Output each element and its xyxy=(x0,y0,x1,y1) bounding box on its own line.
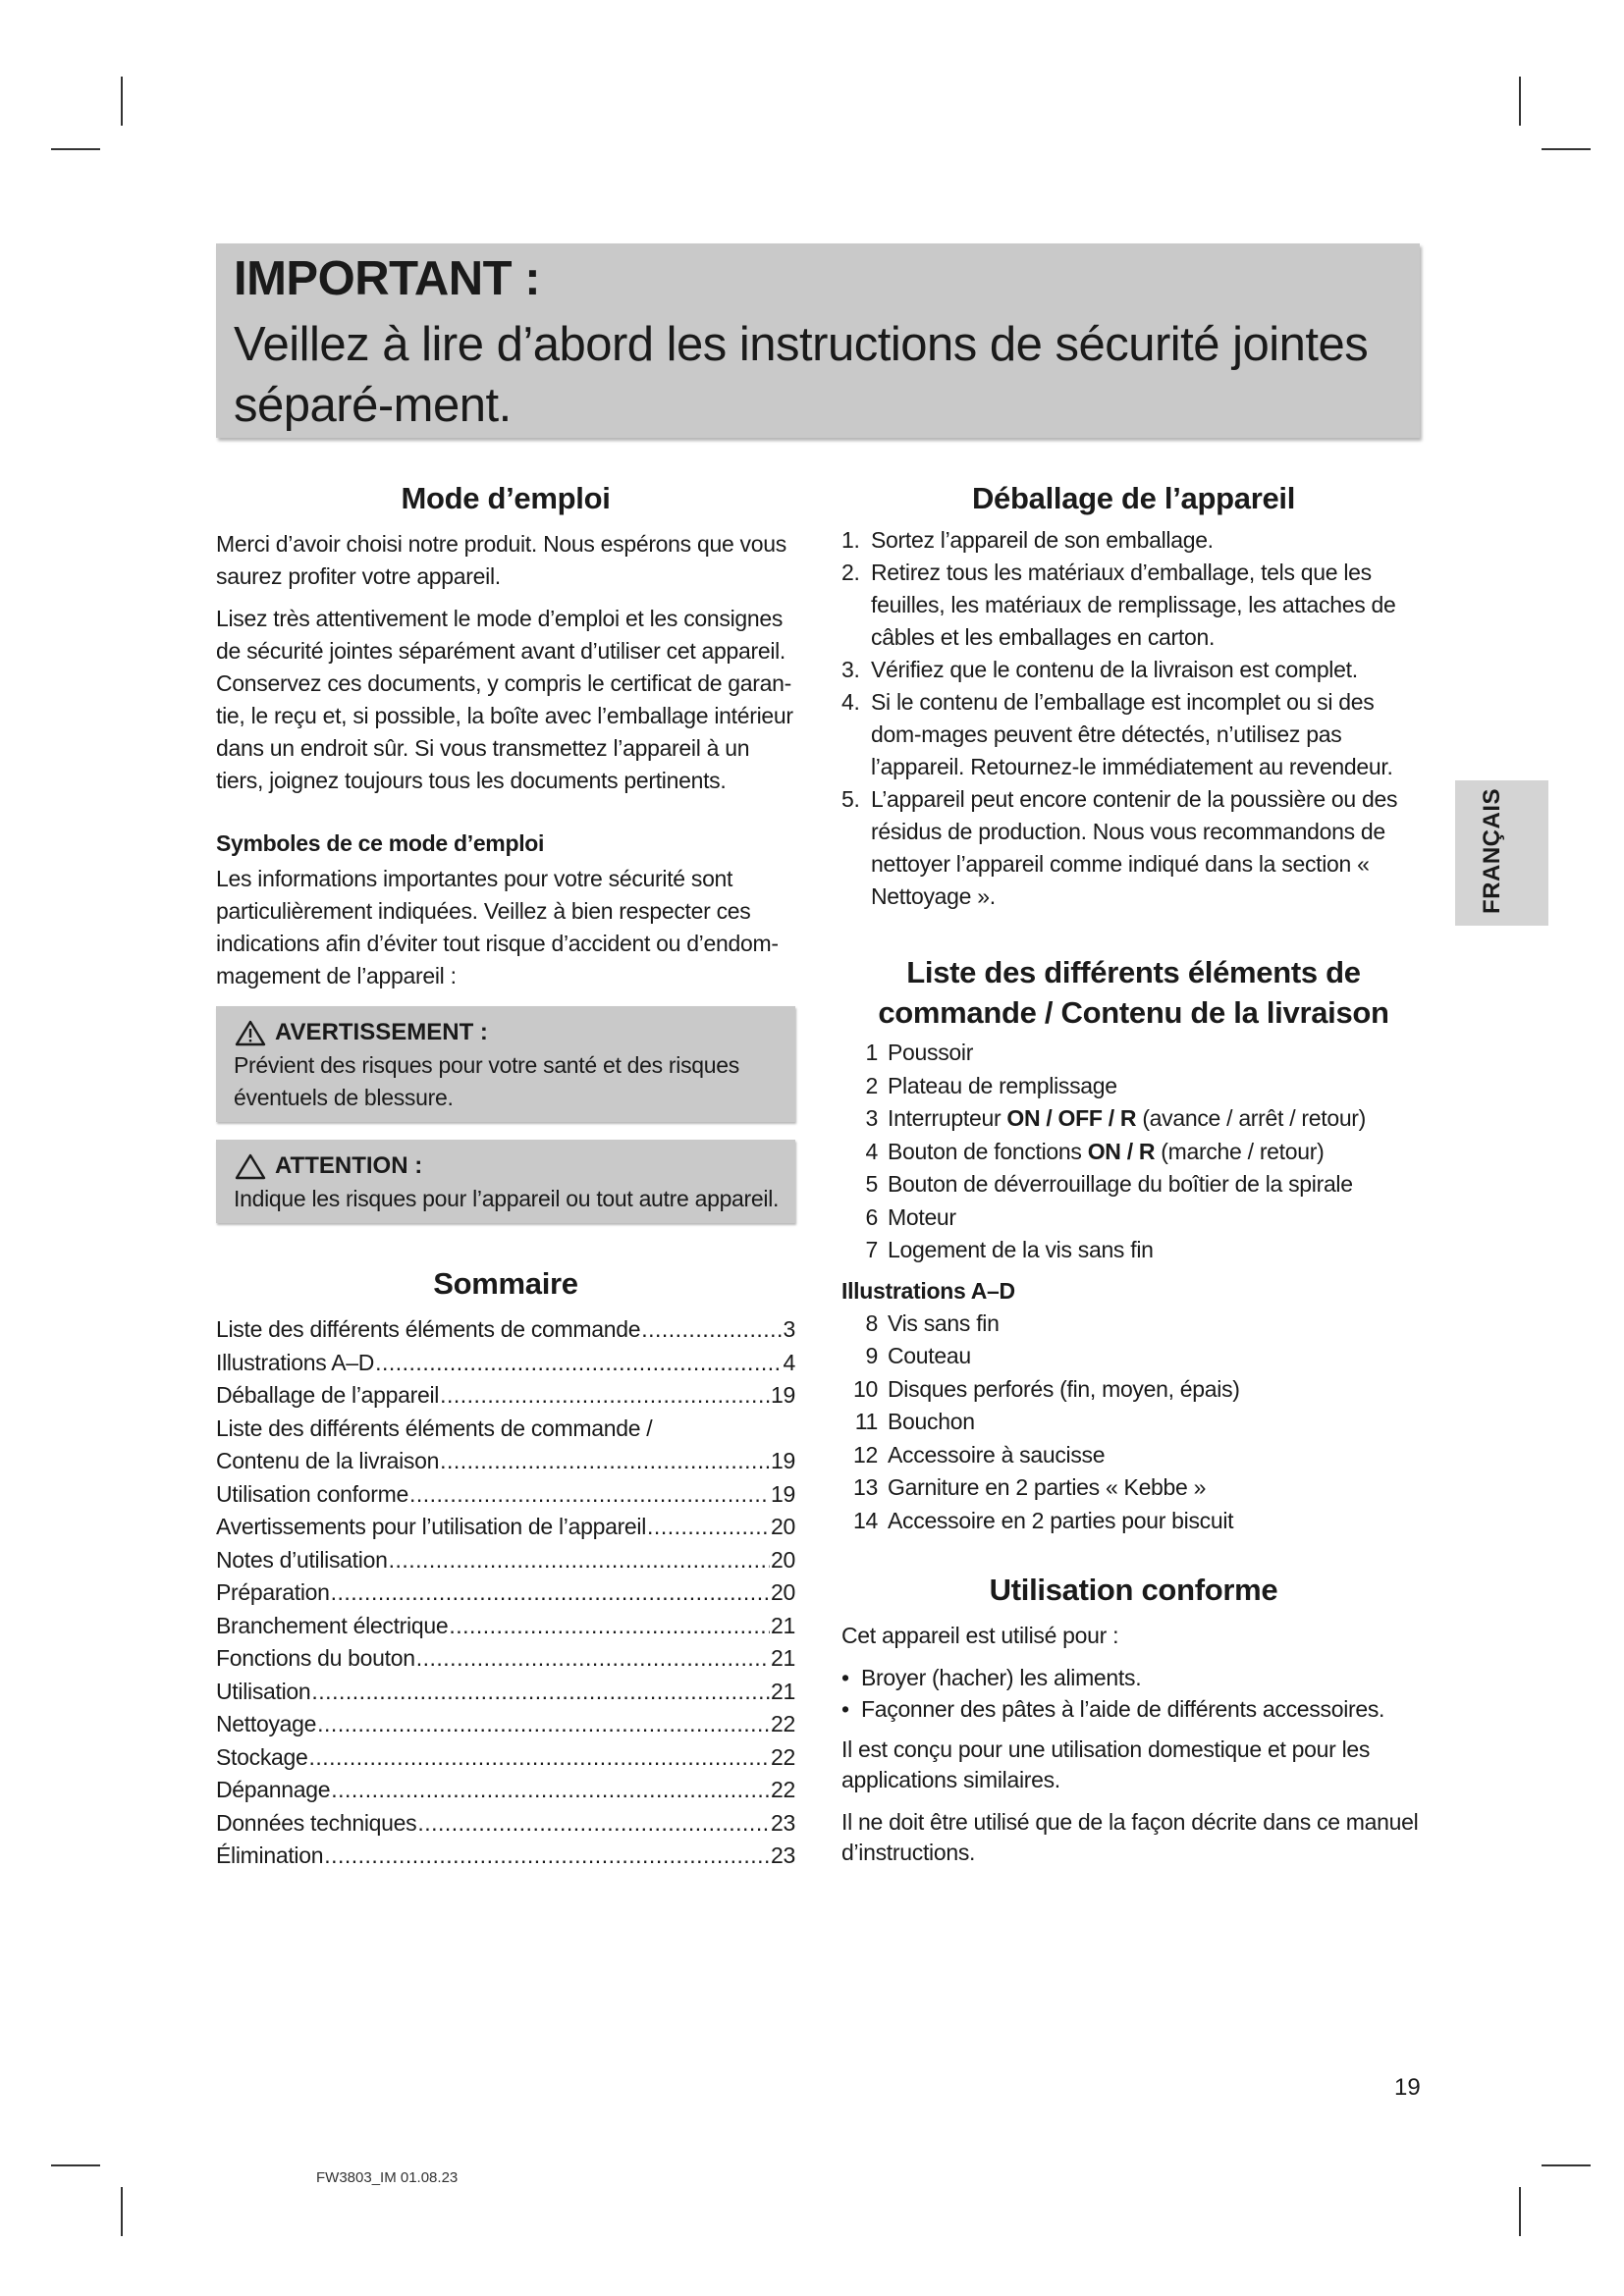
item-number: 11 xyxy=(854,1409,878,1434)
illustrations-list xyxy=(841,1308,1426,1538)
item-number: 13 xyxy=(853,1474,878,1500)
list-item xyxy=(841,1308,1426,1341)
page-number: 19 xyxy=(1394,2074,1421,2101)
item-text: Plateau de remplissage xyxy=(888,1072,1117,1098)
toc-page: 20 xyxy=(771,1579,795,1605)
liste-title-line: Liste des différents éléments de xyxy=(906,955,1361,989)
toc-entry xyxy=(216,1840,795,1873)
toc-leader xyxy=(317,1708,770,1741)
toc-page: 22 xyxy=(771,1743,795,1770)
item-switch-label: ON / OFF / R xyxy=(1006,1105,1137,1131)
language-label: FRANÇAIS xyxy=(1479,788,1505,914)
toc-entry xyxy=(216,1544,795,1577)
toc-leader xyxy=(331,1774,770,1807)
toc-entry xyxy=(216,1478,795,1512)
toc-label: Utilisation xyxy=(216,1678,311,1704)
item-number: 14 xyxy=(853,1507,878,1533)
item-text: Bouton de déverrouillage du boîtier de la spirale xyxy=(888,1171,1353,1197)
crop-mark xyxy=(1542,2164,1591,2166)
attention-box xyxy=(216,1140,795,1223)
toc-leader xyxy=(641,1313,782,1347)
utilisation-title: Utilisation conforme xyxy=(989,1573,1278,1607)
list-item xyxy=(841,1505,1426,1538)
table-of-contents xyxy=(216,1313,795,1873)
list-item xyxy=(841,1102,1426,1136)
item-text xyxy=(888,1102,1366,1136)
item-text: Accessoire à saucisse xyxy=(888,1441,1106,1468)
attention-title: ATTENTION : xyxy=(275,1152,423,1179)
item-text: Poussoir xyxy=(888,1040,974,1065)
utilisation-domestic: Il est conçu pour une utilisation domestique et pour les applications similaires. xyxy=(841,1736,1371,1792)
caution-triangle-icon xyxy=(234,1152,267,1180)
utilisation-intro: Cet appareil est utilisé pour : xyxy=(841,1623,1119,1648)
item-text xyxy=(888,1136,1324,1169)
toc-label: Élimination xyxy=(216,1842,324,1868)
sommaire-title: Sommaire xyxy=(433,1266,578,1301)
mode-emploi-text: Lisez très attentivement le mode d’emploi et les consignes de sécurité jointes séparément avant d’utiliser cet appareil. Conservez ces documents, y compris le certificat de garan-tie, le reçu et, si possible, la boîte avec l’emballage intérieur dans un endroit sûr. Si vous transmettez l’appareil à un tiers, joignez toujours tous les documents pertinents. xyxy=(216,606,793,793)
toc-page: 23 xyxy=(771,1842,795,1868)
toc-page: 21 xyxy=(771,1645,795,1671)
toc-leader xyxy=(389,1544,770,1577)
toc-page: 22 xyxy=(771,1777,795,1802)
step-text: Retirez tous les matériaux d’emballage, tels que les feuilles, les matériaux de remplissage, les attaches de câbles et les emballages en carton. xyxy=(871,560,1396,650)
item-number: 4 xyxy=(865,1138,878,1164)
item-text: Disques perforés (fin, moyen, épais) xyxy=(888,1375,1240,1402)
right-column xyxy=(841,481,1426,1868)
toc-leader xyxy=(331,1576,770,1610)
toc-label: Liste des différents éléments de commande xyxy=(216,1316,641,1342)
list-item xyxy=(841,654,1426,686)
liste-title xyxy=(841,952,1426,1033)
toc-label: Liste des différents éléments de commande / xyxy=(216,1415,653,1441)
toc-label: Données techniques xyxy=(216,1809,417,1836)
toc-label: Dépannage xyxy=(216,1777,331,1802)
warning-triangle-icon xyxy=(234,1019,267,1046)
item-number: 3 xyxy=(865,1105,878,1131)
crop-mark xyxy=(51,2164,100,2166)
bullet-icon: • xyxy=(841,1665,849,1690)
list-item xyxy=(841,1168,1426,1201)
item-text-part: (marche / retour) xyxy=(1155,1138,1325,1164)
toc-leader xyxy=(416,1642,770,1676)
important-title: IMPORTANT : xyxy=(234,252,541,305)
crop-mark xyxy=(1519,2187,1521,2236)
crop-mark xyxy=(121,77,123,126)
list-item xyxy=(841,557,1426,654)
list-item xyxy=(841,1070,1426,1103)
list-item xyxy=(841,686,1426,783)
item-switch-label: ON / R xyxy=(1087,1138,1156,1164)
bullet-icon: • xyxy=(841,1696,849,1722)
liste-title-line: commande / Contenu de la livraison xyxy=(878,995,1389,1030)
important-text: Veillez à lire d’abord les instructions de sécurité jointes séparé-ment. xyxy=(234,318,1369,432)
footer-code: FW3803_IM 01.08.23 xyxy=(316,2169,459,2186)
item-text-part: Interrupteur xyxy=(888,1105,1007,1131)
toc-page: 19 xyxy=(771,1382,795,1408)
crop-mark xyxy=(121,2187,123,2236)
attention-text: Indique les risques pour l’appareil ou tout autre appareil. xyxy=(234,1186,780,1211)
toc-page: 21 xyxy=(771,1612,795,1638)
item-text: Accessoire en 2 parties pour biscuit xyxy=(888,1507,1234,1533)
item-text-part: (avance / arrêt / retour) xyxy=(1136,1105,1367,1131)
toc-entry xyxy=(216,1576,795,1610)
step-number: 5. xyxy=(841,786,860,812)
toc-page: 20 xyxy=(771,1546,795,1573)
toc-leader xyxy=(309,1741,771,1775)
step-number: 2. xyxy=(841,560,860,585)
toc-label: Préparation xyxy=(216,1579,330,1605)
toc-entry xyxy=(216,1708,795,1741)
list-item xyxy=(841,1037,1426,1070)
toc-page: 19 xyxy=(771,1448,795,1473)
list-item xyxy=(841,1439,1426,1472)
utilisation-bullets xyxy=(841,1662,1426,1725)
important-banner xyxy=(216,243,1420,438)
list-item xyxy=(841,1136,1426,1169)
toc-label: Utilisation conforme xyxy=(216,1480,408,1507)
mode-emploi-title: Mode d’emploi xyxy=(401,481,611,515)
step-text: Vérifiez que le contenu de la livraison est complet. xyxy=(871,657,1358,682)
toc-label: Avertissements pour l’utilisation de l’appareil xyxy=(216,1514,647,1539)
item-number: 7 xyxy=(865,1237,878,1262)
item-number: 6 xyxy=(865,1203,878,1230)
list-item xyxy=(841,1471,1426,1505)
toc-label: Fonctions du bouton xyxy=(216,1645,415,1671)
item-text: Logement de la vis sans fin xyxy=(888,1237,1154,1262)
toc-page: 3 xyxy=(783,1316,795,1342)
symbols-title: Symboles de ce mode d’emploi xyxy=(216,830,545,856)
utilisation-manual: Il ne doit être utilisé que de la façon décrite dans ce manuel d’instructions. xyxy=(841,1809,1419,1865)
illustrations-title: Illustrations A–D xyxy=(841,1277,1015,1304)
crop-mark xyxy=(1519,77,1521,126)
symbols-text: Les informations importantes pour votre sécurité sont particulièrement indiquées. Veillez à bien respecter ces indications afin d’éviter tout risque d’accident ou d’endom-magement de l’appareil : xyxy=(216,866,779,988)
step-text: Sortez l’appareil de son emballage. xyxy=(871,527,1214,553)
step-number: 3. xyxy=(841,657,860,682)
mode-emploi-intro: Merci d’avoir choisi notre produit. Nous espérons que vous saurez profiter votre appareil. xyxy=(216,531,786,589)
item-text: Moteur xyxy=(888,1203,956,1230)
toc-leader xyxy=(324,1840,770,1873)
deballage-title: Déballage de l’appareil xyxy=(971,481,1296,515)
warning-title: AVERTISSEMENT : xyxy=(275,1019,488,1045)
list-item xyxy=(841,1662,1426,1693)
toc-leader xyxy=(440,1445,770,1478)
crop-mark xyxy=(51,148,100,150)
parts-list xyxy=(841,1037,1426,1267)
list-item xyxy=(841,1201,1426,1235)
list-item xyxy=(841,1406,1426,1439)
item-text: Couteau xyxy=(888,1343,971,1368)
item-number: 8 xyxy=(865,1309,878,1336)
item-number: 2 xyxy=(865,1072,878,1098)
toc-entry xyxy=(216,1347,795,1380)
toc-label: Déballage de l’appareil xyxy=(216,1382,440,1408)
item-number: 9 xyxy=(865,1343,878,1368)
warning-box xyxy=(216,1006,795,1122)
bullet-text: Broyer (hacher) les aliments. xyxy=(861,1665,1142,1690)
toc-leader xyxy=(647,1511,770,1544)
toc-entry xyxy=(216,1313,795,1347)
toc-entry xyxy=(216,1642,795,1676)
unpacking-steps xyxy=(841,524,1426,913)
list-item xyxy=(841,1693,1426,1725)
toc-leader xyxy=(409,1478,770,1512)
item-text: Vis sans fin xyxy=(888,1309,1000,1336)
step-text: L’appareil peut encore contenir de la poussière ou des résidus de production. Nous vous recommandons de nettoyer l’appareil comme indiqué dans la section « Nettoyage ». xyxy=(871,786,1398,909)
item-number: 10 xyxy=(853,1375,878,1402)
toc-entry xyxy=(216,1511,795,1544)
item-number: 12 xyxy=(853,1441,878,1468)
list-item xyxy=(841,1340,1426,1373)
item-text: Bouchon xyxy=(888,1409,975,1434)
item-number: 1 xyxy=(865,1040,878,1065)
toc-entry xyxy=(216,1379,795,1413)
language-tab xyxy=(1455,780,1548,926)
toc-entry xyxy=(216,1610,795,1643)
toc-label: Contenu de la livraison xyxy=(216,1448,440,1473)
toc-page: 4 xyxy=(783,1349,795,1375)
toc-label: Nettoyage xyxy=(216,1711,317,1736)
left-column xyxy=(216,481,795,1873)
list-item xyxy=(841,1234,1426,1267)
item-text: Garniture en 2 parties « Kebbe » xyxy=(888,1474,1207,1500)
toc-page: 23 xyxy=(771,1809,795,1836)
toc-leader xyxy=(440,1379,770,1413)
toc-label: Illustrations A–D xyxy=(216,1349,375,1375)
warning-heading xyxy=(234,1016,780,1049)
list-item xyxy=(841,524,1426,557)
list-item xyxy=(841,1373,1426,1407)
toc-label: Branchement électrique xyxy=(216,1612,449,1638)
toc-entry xyxy=(216,1774,795,1807)
bullet-text: Façonner des pâtes à l’aide de différents accessoires. xyxy=(861,1696,1385,1722)
toc-leader xyxy=(311,1676,770,1709)
warning-text: Prévient des risques pour votre santé et des risques éventuels de blessure. xyxy=(234,1052,739,1110)
attention-heading xyxy=(234,1149,780,1183)
toc-label: Notes d’utilisation xyxy=(216,1546,388,1573)
toc-page: 21 xyxy=(771,1678,795,1704)
step-number: 4. xyxy=(841,689,860,715)
toc-entry xyxy=(216,1445,795,1478)
crop-mark xyxy=(1542,148,1591,150)
toc-page: 22 xyxy=(771,1711,795,1736)
item-number: 5 xyxy=(865,1171,878,1197)
step-number: 1. xyxy=(841,527,860,553)
toc-page: 19 xyxy=(771,1480,795,1507)
step-text: Si le contenu de l’emballage est incomplet ou si des dom-mages peuvent être détectés, n’utilisez pas l’appareil. Retournez-le immédiatement au revendeur. xyxy=(871,689,1393,779)
toc-entry xyxy=(216,1741,795,1775)
toc-leader xyxy=(417,1807,770,1841)
list-item xyxy=(841,783,1426,913)
toc-label: Stockage xyxy=(216,1743,308,1770)
toc-leader xyxy=(449,1610,770,1643)
item-text-part: Bouton de fonctions xyxy=(888,1138,1088,1164)
toc-entry xyxy=(216,1807,795,1841)
toc-leader xyxy=(375,1347,782,1380)
toc-entry xyxy=(216,1676,795,1709)
toc-page: 20 xyxy=(771,1514,795,1539)
